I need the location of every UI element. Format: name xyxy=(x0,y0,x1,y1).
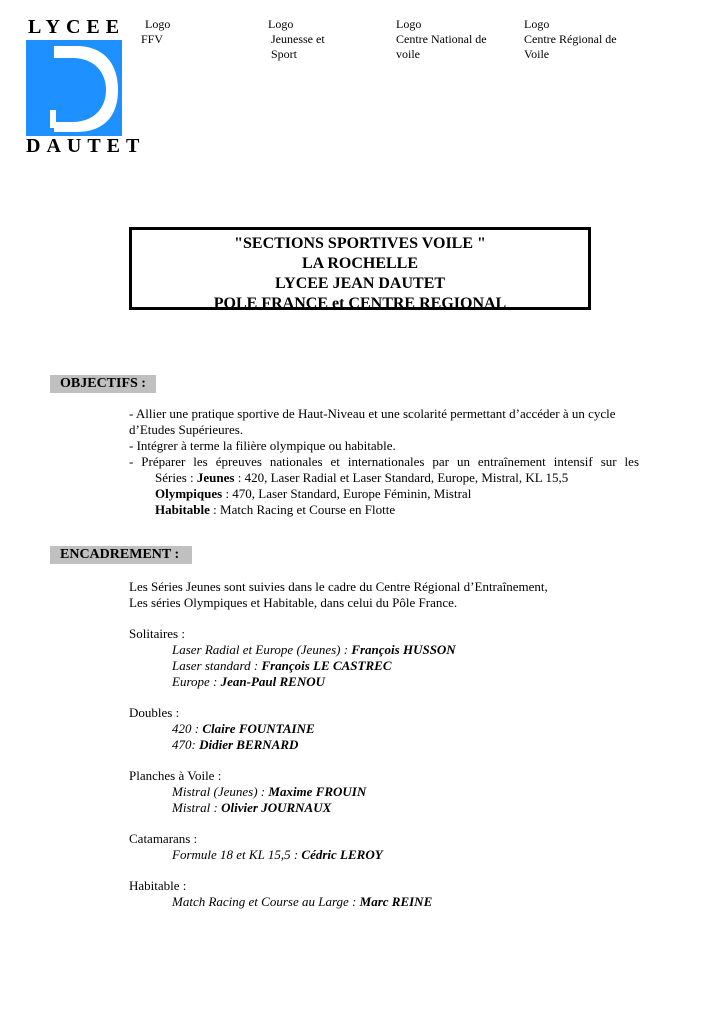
series-jeunes: Séries : Jeunes : 420, Laser Radial et Laser Standard, Europe, Mistral, KL 15,5 xyxy=(155,470,569,485)
encadrement-intro-2: Les séries Olympiques et Habitable, dans celui du Pôle France. xyxy=(129,595,458,610)
encadrement-heading: ENCADREMENT : xyxy=(50,546,192,564)
partner-logo-crv: Logo Centre Régional de Voile xyxy=(524,17,617,61)
group-title: Solitaires : xyxy=(129,626,185,641)
group-title: Catamarans : xyxy=(129,831,198,846)
group-solitaires xyxy=(129,626,639,690)
partner-logo-jeunesse-sport: Logo Jeunesse et Sport xyxy=(268,17,325,61)
logo-top-text: LYCEE xyxy=(28,16,126,38)
series-habitable: Habitable : Match Racing et Course en Flotte xyxy=(155,502,396,517)
title-box xyxy=(129,227,591,310)
coach-line: Mistral : Olivier JOURNAUX xyxy=(172,800,332,815)
coach-line: 470: Didier BERNARD xyxy=(172,737,299,752)
partner-logo-cnv: Logo Centre National de voile xyxy=(396,17,487,61)
group-catamarans xyxy=(129,831,639,863)
objectif-item-2: - Intégrer à terme la filière olympique ou habitable. xyxy=(129,438,396,453)
title-line-1: "SECTIONS SPORTIVES VOILE " xyxy=(234,235,486,252)
title-line-4: POLE FRANCE et CENTRE REGIONAL xyxy=(213,295,507,312)
title-line-2: LA ROCHELLE xyxy=(301,255,419,272)
coach-line: Formule 18 et KL 15,5 : Cédric LEROY xyxy=(172,847,383,862)
coach-line: Laser Radial et Europe (Jeunes) : François HUSSON xyxy=(172,642,456,657)
encadrement-content xyxy=(129,579,639,910)
objectif-item-3: - Préparer les épreuves nationales et internationales par un entraînement intensif sur les xyxy=(129,454,639,469)
group-planches xyxy=(129,768,639,816)
title-line-3: LYCEE JEAN DAUTET xyxy=(274,275,446,292)
objectifs-list xyxy=(129,406,639,518)
coach-line: 420 : Claire FOUNTAINE xyxy=(172,721,315,736)
group-doubles xyxy=(129,705,639,753)
series-olympiques: Olympiques : 470, Laser Standard, Europe Féminin, Mistral xyxy=(155,486,472,501)
partner-logo-ffv: Logo FFV xyxy=(141,17,171,46)
coach-line: Mistral (Jeunes) : Maxime FROUIN xyxy=(172,784,367,799)
objectif-item-1a: - Allier une pratique sportive de Haut-Niveau et une scolarité permettant d’accéder à un cycle xyxy=(129,406,616,421)
group-title: Planches à Voile : xyxy=(129,768,222,783)
coach-line: Laser standard : François LE CASTREC xyxy=(172,658,392,673)
lycee-dautet-logo-icon xyxy=(26,40,122,136)
objectifs-heading: OBJECTIFS : xyxy=(50,375,156,393)
coach-line: Match Racing et Course au Large : Marc REINE xyxy=(172,894,433,909)
coach-line: Europe : Jean-Paul RENOU xyxy=(172,674,325,689)
group-title: Doubles : xyxy=(129,705,180,720)
group-title: Habitable : xyxy=(129,878,187,893)
logo-bottom-text: DAUTET xyxy=(26,135,146,157)
encadrement-intro-1: Les Séries Jeunes sont suivies dans le cadre du Centre Régional d’Entraînement, xyxy=(129,579,548,594)
objectif-item-1b: d’Etudes Supérieures. xyxy=(129,422,244,437)
group-habitable xyxy=(129,878,639,910)
